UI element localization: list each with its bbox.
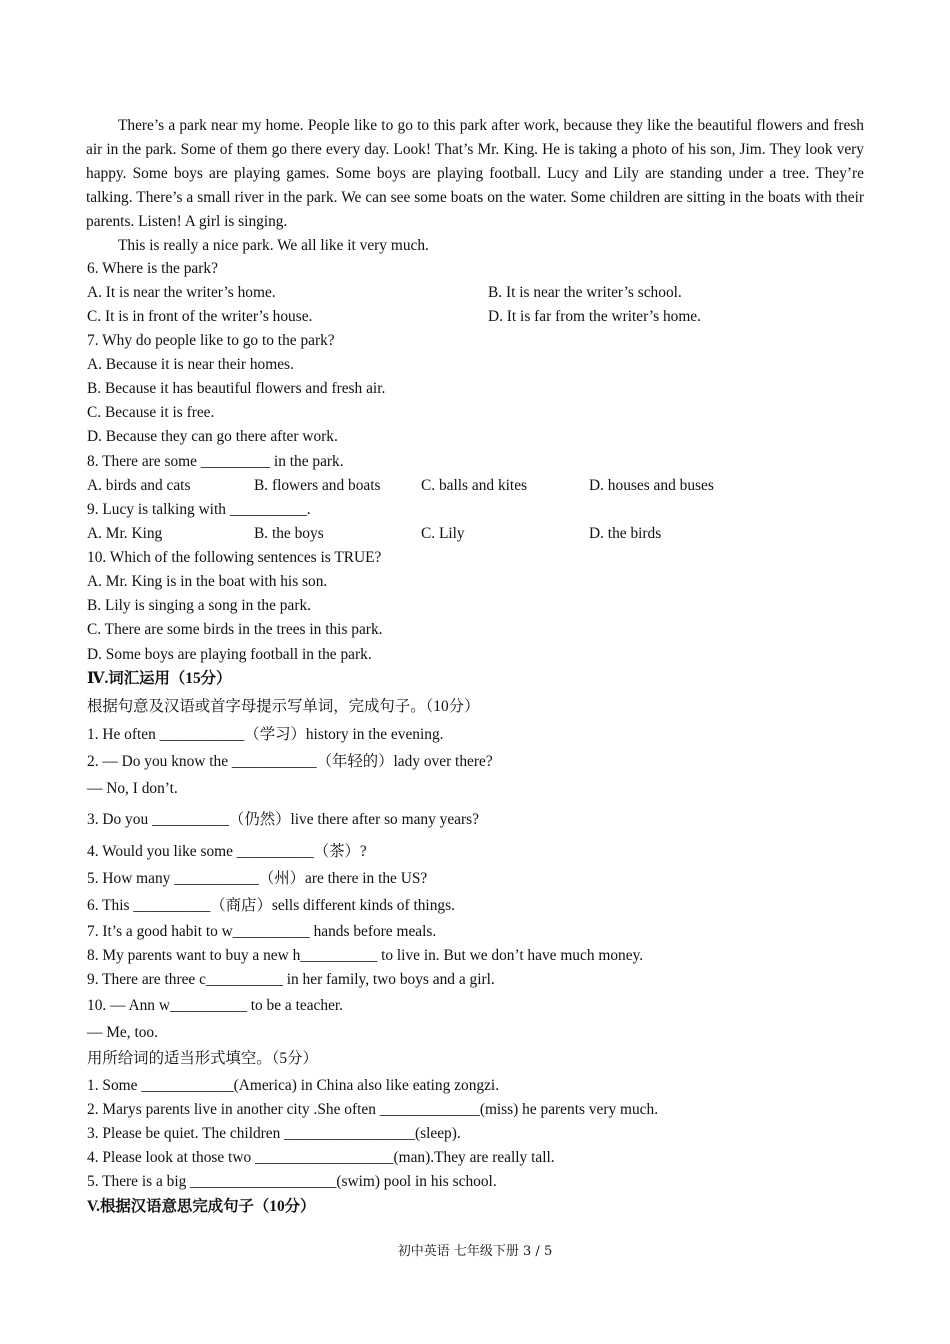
form-item-1: 1. Some ____________(America) in China also like eating zongzi. [87,1077,500,1094]
question-10: 10. Which of the following sentences is TRUE? [87,549,382,566]
passage-paragraph-2: This is really a nice park. We all like it very much. [118,237,429,254]
page-footer: 初中英语 七年级下册 3 / 5 [397,1244,553,1259]
vocab-item-10-reply: — Me, too. [87,1024,158,1041]
vocab-item-4: 4. Would you like some __________（茶）? [87,843,367,860]
form-item-4: 4. Please look at those two __________________(man).They are really tall. [87,1149,555,1166]
question-7: 7. Why do people like to go to the park? [87,332,335,349]
section-5-title: V.根据汉语意思完成句子（10分） [87,1198,316,1215]
reading-passage [86,114,864,258]
question-10-option-a: A. Mr. King is in the boat with his son. [87,573,328,590]
question-8-option-c: C. balls and kites [421,477,528,494]
vocab-item-5: 5. How many ___________（州）are there in the US? [87,870,428,887]
question-10-option-c: C. There are some birds in the trees in this park. [87,621,383,638]
question-6-option-d: D. It is far from the writer’s home. [488,308,701,325]
question-8-option-d: D. houses and buses [589,477,714,494]
form-item-3: 3. Please be quiet. The children _________________(sleep). [87,1125,461,1142]
question-9-option-c: C. Lily [421,525,465,542]
form-item-5: 5. There is a big ___________________(swim) pool in his school. [87,1173,497,1190]
vocab-item-2-reply: — No, I don’t. [87,780,178,797]
question-8-option-b: B. flowers and boats [254,477,381,494]
passage-paragraph-1: There’s a park near my home. People like to go to this park after work, because they like the beautiful flowers and fresh air in the park. Some of them go there every day. Look! That’s Mr. King. He is taking a photo of his son, Jim. They look very happy. Some boys are playing games. Some boys are playing football. Lucy and Lily are standing under a tree. They’re talking. There’s a small river in the park. We can see some boats on the water. Some children are sitting in the boats with their parents. Listen! A girl is singing. [86,117,864,230]
question-6-option-a: A. It is near the writer’s home. [87,284,276,301]
question-6: 6. Where is the park? [87,260,218,277]
question-6-option-c: C. It is in front of the writer’s house. [87,308,313,325]
section-4-part-2-title: 用所给词的适当形式填空。（5分） [87,1050,318,1067]
vocab-item-6: 6. This __________（商店）sells different kinds of things. [87,897,455,914]
vocab-item-2: 2. — Do you know the ___________（年轻的）lady over there? [87,753,493,770]
question-7-option-d: D. Because they can go there after work. [87,428,338,445]
question-8-option-a: A. birds and cats [87,477,191,494]
question-9: 9. Lucy is talking with __________. [87,501,311,518]
vocab-item-3: 3. Do you __________（仍然）live there after so many years? [87,811,479,828]
question-10-option-d: D. Some boys are playing football in the park. [87,646,372,663]
question-7-option-c: C. Because it is free. [87,404,215,421]
question-9-option-b: B. the boys [254,525,324,542]
question-6-option-b: B. It is near the writer’s school. [488,284,682,301]
question-7-option-a: A. Because it is near their homes. [87,356,294,373]
form-item-2: 2. Marys parents live in another city .She often _____________(miss) he parents very much. [87,1101,659,1118]
vocab-item-9: 9. There are three c__________ in her family, two boys and a girl. [87,971,495,988]
question-10-option-b: B. Lily is singing a song in the park. [87,597,312,614]
question-8: 8. There are some _________ in the park. [87,453,344,470]
vocab-item-1: 1. He often ___________（学习）history in the evening. [87,726,444,743]
vocab-item-7: 7. It’s a good habit to w__________ hands before meals. [87,923,437,940]
question-9-option-a: A. Mr. King [87,525,163,542]
question-9-option-d: D. the birds [589,525,662,542]
vocab-item-8: 8. My parents want to buy a new h__________ to live in. But we don’t have much money. [87,947,644,964]
vocab-item-10: 10. — Ann w__________ to be a teacher. [87,997,344,1014]
question-7-option-b: B. Because it has beautiful flowers and fresh air. [87,380,386,397]
section-4-part-1-title: 根据句意及汉语或首字母提示写单词，完成句子。（10分） [87,698,480,715]
section-4-title: Ⅳ.词汇运用（15分） [87,670,232,687]
